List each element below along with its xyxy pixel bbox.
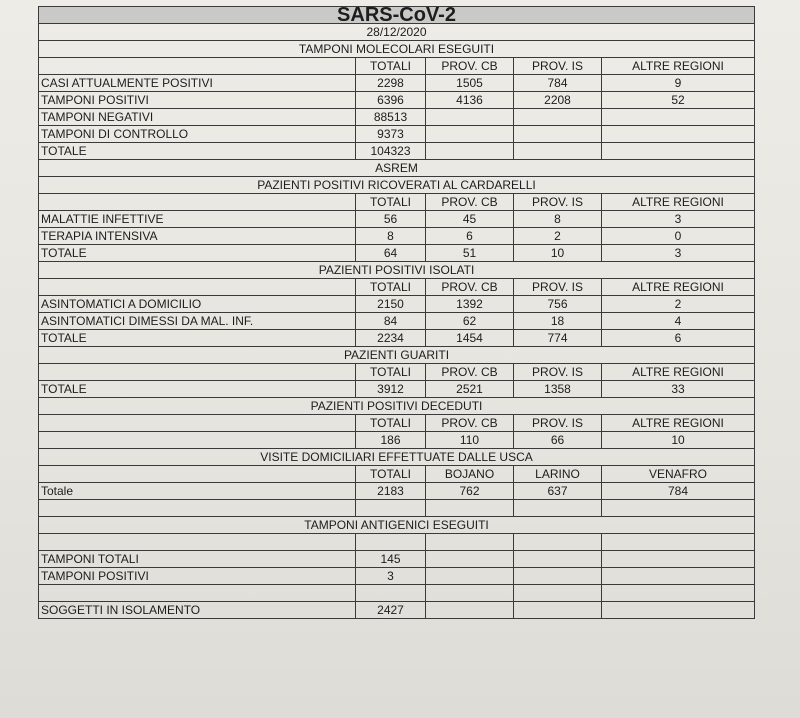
cell-value [514,126,602,143]
cell-value: 2150 [356,296,426,313]
col-header: TOTALI [356,415,426,432]
col-header: TOTALI [356,466,426,483]
cell-value: 10 [602,432,755,449]
empty-cell [39,585,356,602]
row-label: TAMPONI NEGATIVI [39,109,356,126]
cell-value: 110 [426,432,514,449]
cell-value: 84 [356,313,426,330]
section-title-guariti: PAZIENTI GUARITI [39,347,755,364]
cell-value: 3 [602,211,755,228]
col-header: LARINO [514,466,602,483]
cell-value: 6 [602,330,755,347]
cell-value: 0 [602,228,755,245]
cell-value: 2234 [356,330,426,347]
table-row [39,211,755,228]
row-label: TERAPIA INTENSIVA [39,228,356,245]
cell-value: 756 [514,296,602,313]
section-title-usca: VISITE DOMICILIARI EFFETTUATE DALLE USCA [39,449,755,466]
table-row [39,330,755,347]
table-row [39,568,755,585]
cell-value: 4136 [426,92,514,109]
cell-value: 3 [602,245,755,262]
cell-value: 186 [356,432,426,449]
table-row [39,602,755,619]
col-header: ALTRE REGIONI [602,58,755,75]
row-label: SOGGETTI IN ISOLAMENTO [39,602,356,619]
asrem-label: ASREM [39,160,755,177]
table-row [39,245,755,262]
cell-value: 8 [514,211,602,228]
cell-value: 4 [602,313,755,330]
cell-value: 6 [426,228,514,245]
cell-value: 145 [356,551,426,568]
cell-value [602,143,755,160]
cell-value: 62 [426,313,514,330]
row-label: TOTALE [39,330,356,347]
col-header: PROV. IS [514,194,602,211]
cell-value: 1392 [426,296,514,313]
row-label: TAMPONI POSITIVI [39,568,356,585]
cell-value: 2 [514,228,602,245]
cell-value: 784 [602,483,755,500]
col-header: PROV. CB [426,58,514,75]
col-header: BOJANO [426,466,514,483]
table-row [39,143,755,160]
cell-value: 6396 [356,92,426,109]
row-label: TOTALE [39,143,356,160]
col-header: ALTRE REGIONI [602,415,755,432]
row-label [39,432,356,449]
cell-value: 18 [514,313,602,330]
empty-cell [39,364,356,381]
cell-value [426,126,514,143]
cell-value: 2208 [514,92,602,109]
table-row [39,313,755,330]
row-label: ASINTOMATICI A DOMICILIO [39,296,356,313]
cell-value [426,143,514,160]
cell-value: 66 [514,432,602,449]
col-header: TOTALI [356,279,426,296]
cell-value: 64 [356,245,426,262]
row-label: Totale [39,483,356,500]
table-row [39,92,755,109]
empty-cell [39,466,356,483]
cell-value: 1505 [426,75,514,92]
cell-value: 3 [356,568,426,585]
cell-value: 784 [514,75,602,92]
cell-value: 2427 [356,602,426,619]
empty-cell [39,415,356,432]
col-header: PROV. CB [426,279,514,296]
cell-value: 56 [356,211,426,228]
col-header: VENAFRO [602,466,755,483]
report-title: SARS-CoV-2 [39,7,755,24]
cell-value: 8 [356,228,426,245]
col-header: ALTRE REGIONI [602,194,755,211]
table-row [39,75,755,92]
covid-report-table [38,6,755,619]
cell-value: 774 [514,330,602,347]
cell-value: 762 [426,483,514,500]
cell-value: 2 [602,296,755,313]
row-label: CASI ATTUALMENTE POSITIVI [39,75,356,92]
col-header: PROV. IS [514,415,602,432]
col-header: PROV. IS [514,364,602,381]
col-header: TOTALI [356,194,426,211]
col-header: TOTALI [356,364,426,381]
section-title-molecolari: TAMPONI MOLECOLARI ESEGUITI [39,41,755,58]
cell-value: 88513 [356,109,426,126]
cell-value: 45 [426,211,514,228]
col-header: PROV. IS [514,58,602,75]
cell-value: 2298 [356,75,426,92]
table-row [39,296,755,313]
cell-value [426,109,514,126]
col-header: ALTRE REGIONI [602,279,755,296]
empty-cell [39,534,356,551]
cell-value: 2183 [356,483,426,500]
col-header: ALTRE REGIONI [602,364,755,381]
cell-value: 9373 [356,126,426,143]
cell-value: 104323 [356,143,426,160]
row-label: ASINTOMATICI DIMESSI DA MAL. INF. [39,313,356,330]
cell-value: 1358 [514,381,602,398]
table-row [39,551,755,568]
cell-value: 51 [426,245,514,262]
empty-cell [39,500,356,517]
table-row [39,109,755,126]
cell-value: 9 [602,75,755,92]
col-header: PROV. IS [514,279,602,296]
cell-value [602,126,755,143]
row-label: TOTALE [39,245,356,262]
section-title-ricoverati: PAZIENTI POSITIVI RICOVERATI AL CARDARELLI [39,177,755,194]
col-header: TOTALI [356,58,426,75]
cell-value: 3912 [356,381,426,398]
cell-value: 2521 [426,381,514,398]
col-header: PROV. CB [426,415,514,432]
cell-value: 1454 [426,330,514,347]
table-row [39,381,755,398]
row-label: TAMPONI DI CONTROLLO [39,126,356,143]
cell-value: 10 [514,245,602,262]
empty-cell [39,194,356,211]
row-label: MALATTIE INFETTIVE [39,211,356,228]
row-label: TOTALE [39,381,356,398]
table-row [39,228,755,245]
cell-value [602,109,755,126]
cell-value [514,109,602,126]
empty-cell [39,58,356,75]
cell-value: 52 [602,92,755,109]
table-row [39,126,755,143]
row-label: TAMPONI TOTALI [39,551,356,568]
section-title-isolati: PAZIENTI POSITIVI ISOLATI [39,262,755,279]
section-title-antigenici: TAMPONI ANTIGENICI ESEGUITI [39,517,755,534]
cell-value [514,143,602,160]
section-title-deceduti: PAZIENTI POSITIVI DECEDUTI [39,398,755,415]
cell-value: 33 [602,381,755,398]
table-row [39,432,755,449]
report-date: 28/12/2020 [39,24,755,41]
empty-cell [39,279,356,296]
row-label: TAMPONI POSITIVI [39,92,356,109]
cell-value: 637 [514,483,602,500]
col-header: PROV. CB [426,364,514,381]
col-header: PROV. CB [426,194,514,211]
table-row [39,483,755,500]
